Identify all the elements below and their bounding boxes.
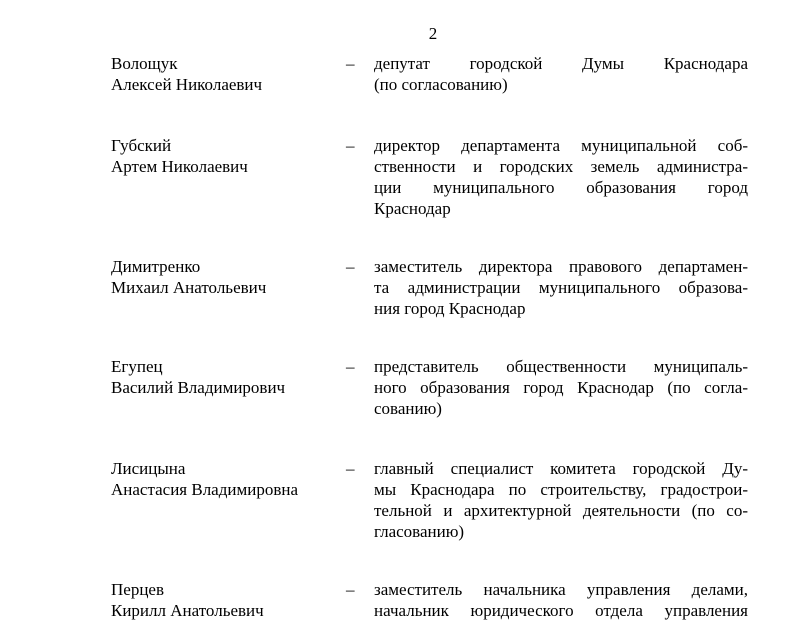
dash-separator: – xyxy=(346,580,355,599)
member-given-names: Анастасия Владимировна xyxy=(111,480,298,499)
role-line: та администрации муниципального образова- xyxy=(374,278,748,297)
role-line: сованию) xyxy=(374,399,442,418)
member-surname: Губский xyxy=(111,136,172,155)
role-line: тельной и архитектурной деятельности (по со- xyxy=(374,501,748,520)
role-line: ного образования город Краснодар (по согла- xyxy=(374,378,748,397)
page-number: 2 xyxy=(428,24,438,43)
member-name xyxy=(111,356,341,398)
role-line: ственности и городских земель администра- xyxy=(374,157,748,176)
dash-separator: – xyxy=(346,357,355,376)
role-line: директор департамента муниципальной соб- xyxy=(374,136,748,155)
dash-separator: – xyxy=(346,459,355,478)
member-role xyxy=(374,356,748,419)
member-name xyxy=(111,256,341,298)
role-line: депутат городской Думы Краснодара xyxy=(374,54,748,73)
dash-separator: – xyxy=(346,136,355,155)
member-given-names: Кирилл Анатольевич xyxy=(111,601,264,620)
member-surname: Перцев xyxy=(111,580,164,599)
role-line: главный специалист комитета городской Ду- xyxy=(374,459,748,478)
role-line: ции муниципального образования город xyxy=(374,178,748,197)
role-line: ния город Краснодар xyxy=(374,299,526,318)
member-surname: Егупец xyxy=(111,357,163,376)
member-name xyxy=(111,579,341,621)
member-surname: Лисицына xyxy=(111,459,186,478)
role-line: представитель общественности муниципаль- xyxy=(374,357,748,376)
role-line: заместитель директора правового департамен- xyxy=(374,257,748,276)
member-given-names: Артем Николаевич xyxy=(111,157,248,176)
member-role xyxy=(374,579,748,621)
member-name xyxy=(111,53,341,95)
member-role xyxy=(374,135,748,219)
role-line: заместитель начальника управления делами, xyxy=(374,580,748,599)
member-given-names: Василий Владимирович xyxy=(111,378,286,397)
dash-separator: – xyxy=(346,54,355,73)
member-given-names: Михаил Анатольевич xyxy=(111,278,267,297)
member-name xyxy=(111,458,341,500)
role-line: гласованию) xyxy=(374,522,465,541)
role-line: мы Краснодара по строительству, градострои- xyxy=(374,480,748,499)
role-line: начальник юридического отдела управления xyxy=(374,601,748,620)
member-surname: Димитренко xyxy=(111,257,201,276)
dash-separator: – xyxy=(346,257,355,276)
member-role xyxy=(374,53,748,95)
role-line: (по согласованию) xyxy=(374,75,508,94)
role-line: Краснодар xyxy=(374,199,451,218)
member-name xyxy=(111,135,341,177)
member-role xyxy=(374,458,748,542)
member-role xyxy=(374,256,748,319)
member-given-names: Алексей Николаевич xyxy=(111,75,263,94)
member-surname: Волощук xyxy=(111,54,178,73)
